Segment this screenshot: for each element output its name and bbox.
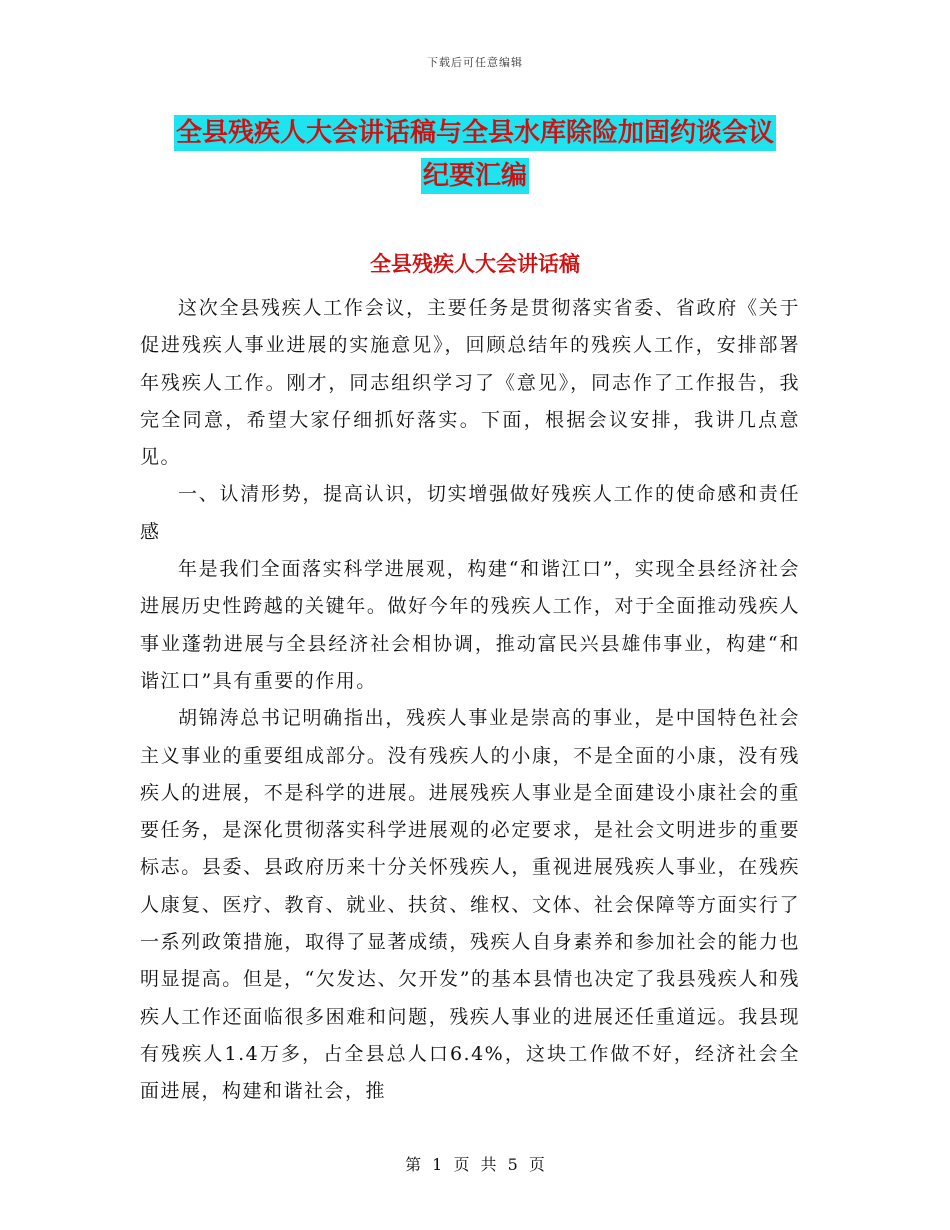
title-highlight: 全县残疾人大会讲话稿与全县水库除险加固约谈会议: [174, 115, 776, 151]
paragraph: 胡锦涛总书记明确指出，残疾人事业是崇高的事业，是中国特色社会主义事业的重要组成部分。没有残疾人的小康，不是全面的小康，没有残疾人的进展，不是科学的进展。进展残疾人事业是全面建设小康社会的重要任务，是深化贯彻落实科学进展观的必定要求，是社会文明进步的重要标志。县委、县政府历来十分关怀残疾人，重视进展残疾人事业，在残疾人康复、医疗、教育、就业、扶贫、维权、文体、社会保障等方面实行了一系列政策措施，取得了显著成绩，残疾人自身素养和参加社会的能力也明显提高。但是，“欠发达、欠开发”的基本县情也决定了我县残疾人和残疾人工作还面临很多困难和问题，残疾人事业的进展还任重道远。我县现有残疾人1.4万多，占全县总人口6.4%，这块工作做不好，经济社会全面进展，构建和谐社会，推: [140, 707, 800, 1103]
paragraph: 这次全县残疾人工作会议，主要任务是贯彻落实省委、省政府《关于促进残疾人事业进展的实施意见》，回顾总结年的残疾人工作，安排部署年残疾人工作。刚才，同志组织学习了《意见》，同志作了工作报告，我完全同意，希望大家仔细抓好落实。下面，根据会议安排，我讲几点意见。: [140, 297, 800, 469]
paragraph: 年是我们全面落实科学进展观，构建“和谐江口”，实现全县经济社会进展历史性跨越的关键年。做好今年的残疾人工作，对于全面推动残疾人事业蓬勃进展与全县经济社会相协调，推动富民兴县雄伟事业，构建“和谐江口”具有重要的作用。: [140, 558, 800, 692]
paragraph: 一、认清形势，提高认识，切实增强做好残疾人工作的使命感和责任感: [140, 483, 800, 543]
document-title-line-2: [0, 155, 950, 192]
page-number-footer: 第 1 页 共 5 页: [405, 1155, 545, 1174]
document-title-line-1: [0, 112, 950, 149]
section-title: 全县残疾人大会讲话稿: [370, 252, 580, 276]
header-note: 下载后可任意编辑: [427, 56, 523, 69]
body-text: [140, 290, 800, 1111]
title-highlight: 纪要汇编: [421, 158, 529, 194]
